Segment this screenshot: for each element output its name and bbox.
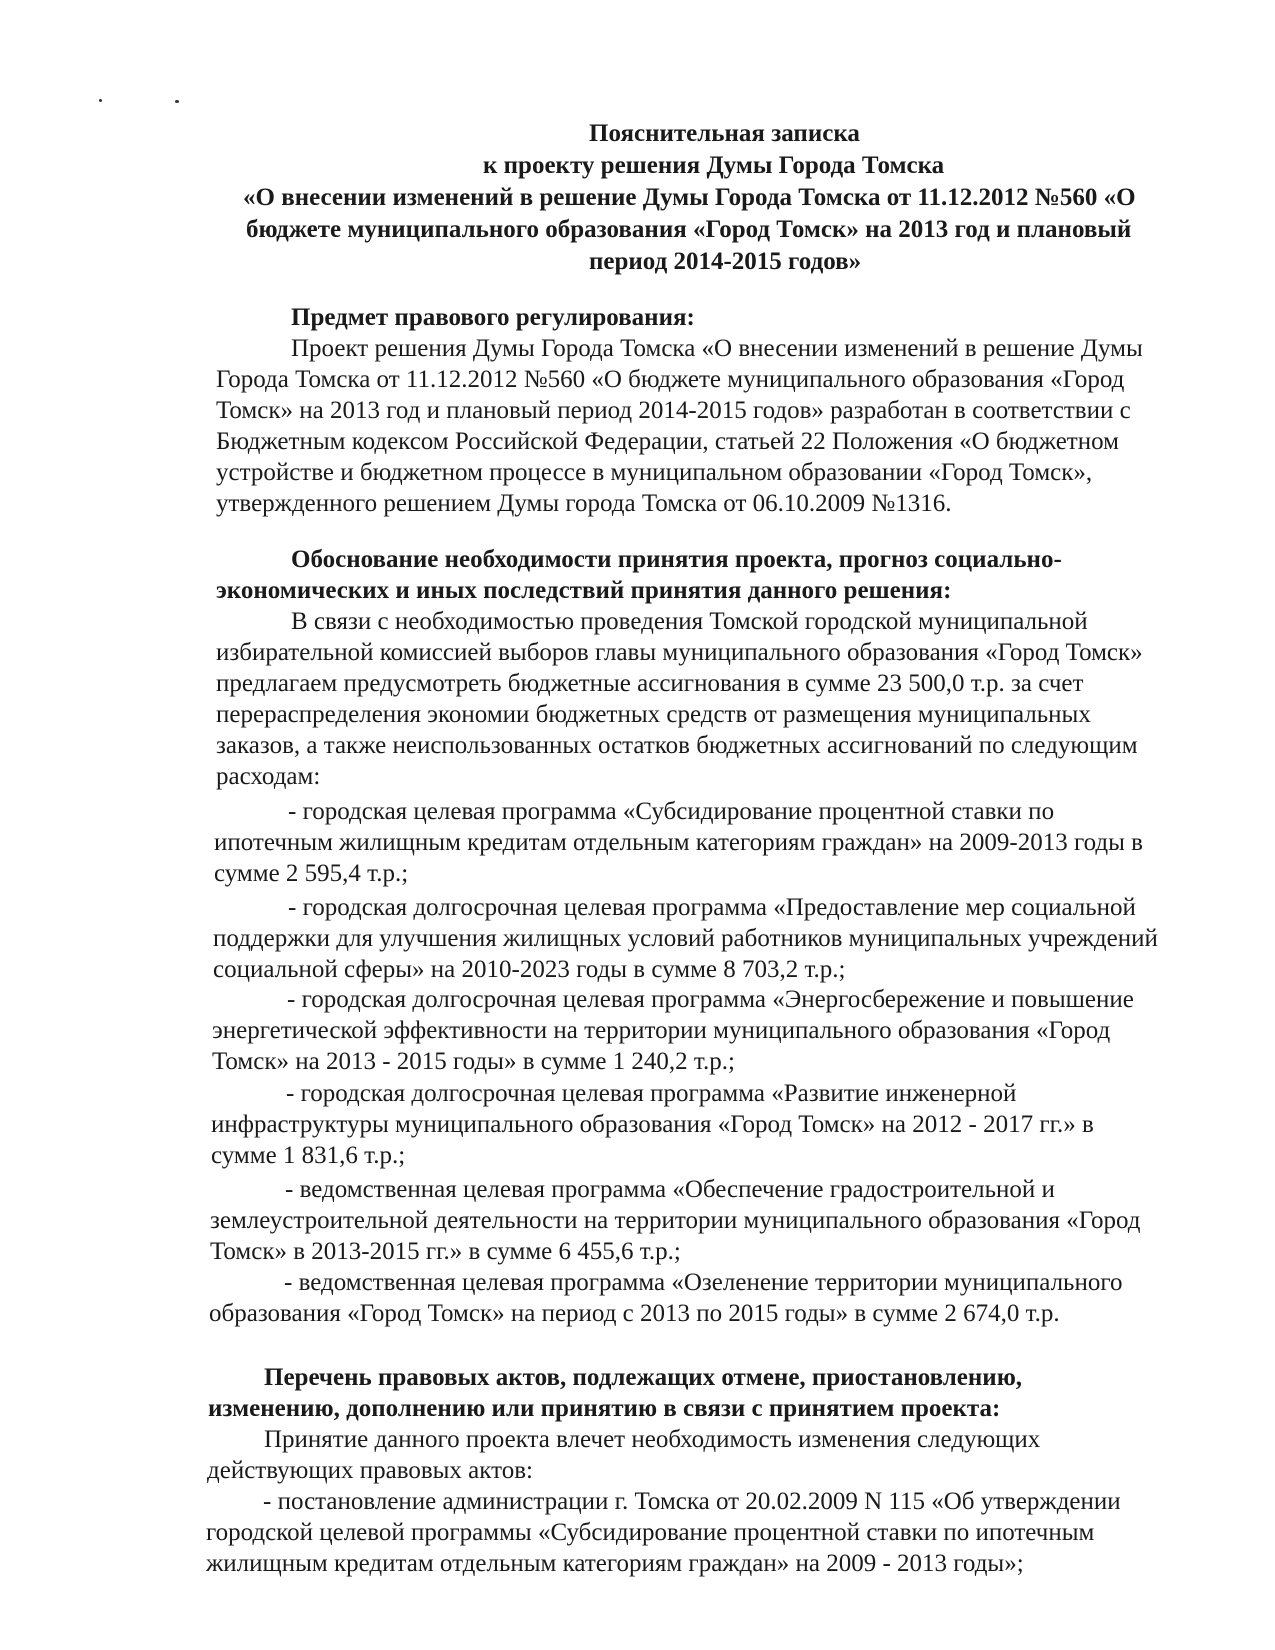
section-1-text: Бюджетным кодексом Российской Федерации, статьей 22 Положения «О бюджетном (216, 428, 1119, 455)
section-1-text: утвержденного решением Думы города Томска от 06.10.2009 №1316. (216, 490, 952, 517)
section-1-text: устройстве и бюджетном процессе в муниципальном образовании «Город Томск», (216, 459, 1093, 486)
title-line-4: бюджете муниципального образования «Город Томск» на 2013 год и плановый (246, 216, 1132, 243)
title-line-2: к проекту решения Думы Города Томска (483, 152, 945, 179)
section-2-text: расходам: (216, 763, 321, 790)
list-item: - городская долгосрочная целевая программа «Развитие инженерной (286, 1080, 1017, 1107)
list-item: - ведомственная целевая программа «Обеспечение градостроительной и (285, 1176, 1055, 1203)
section-3-heading: изменению, дополнению или принятию в связи с принятием проекта: (208, 1395, 1001, 1422)
section-1-text: Проект решения Думы Города Томска «О внесении изменений в решение Думы (291, 335, 1143, 362)
section-1-text: Томск» на 2013 год и плановый период 2014-2015 годов» разработан в соответствии с (216, 397, 1131, 424)
list-item: социальной сферы» на 2010-2023 годы в сумме 8 703,2 т.р.; (213, 956, 846, 983)
list-item: землеустроительной деятельности на территории муниципального образования «Город (210, 1207, 1141, 1234)
list-item: образования «Город Томск» на период с 2013 по 2015 годы» в сумме 2 674,0 т.р. (209, 1300, 1060, 1327)
scan-specks (95, 96, 185, 106)
section-3-text: жилищным кредитам отдельным категориям граждан» на 2009 - 2013 годы»; (206, 1550, 1024, 1577)
section-2-text: избирательной комиссией выборов главы муниципального образования «Город Томск» (216, 639, 1143, 666)
section-3-text: - постановление администрации г. Томска от 20.02.2009 N 115 «Об утверждении (263, 1488, 1121, 1515)
section-2-text: перераспределения экономии бюджетных средств от размещения муниципальных (216, 701, 1091, 728)
list-item: - ведомственная целевая программа «Озеленение территории муниципального (284, 1269, 1123, 1296)
section-3-text: действующих правовых актов: (207, 1457, 533, 1484)
list-item: сумме 1 831,6 т.р.; (211, 1142, 406, 1169)
title-line-3: «О внесении изменений в решение Думы Города Томска от 11.12.2012 №560 «О (243, 184, 1136, 211)
section-3-text: городской целевой программы «Субсидирование процентной ставки по ипотечным (206, 1519, 1095, 1546)
list-item: - городская целевая программа «Субсидирование процентной ставки по (288, 798, 1055, 825)
list-item: инфраструктуры муниципального образования «Город Томск» на 2012 - 2017 гг.» в (211, 1111, 1094, 1138)
list-item: Томск» на 2013 - 2015 годы» в сумме 1 240,2 т.р.; (212, 1048, 735, 1075)
section-1-heading: Предмет правового регулирования: (291, 304, 695, 331)
scan-speck (175, 100, 179, 103)
list-item: ипотечным жилищным кредитам отдельным категориям граждан» на 2009-2013 годы в (214, 829, 1143, 856)
section-2-heading: экономических и иных последствий принятия данного решения: (216, 577, 952, 604)
list-item: сумме 2 595,4 т.р.; (214, 860, 409, 887)
section-3-text: Принятие данного проекта влечет необходимость изменения следующих (264, 1426, 1041, 1453)
list-item: - городская долгосрочная целевая программа «Энергосбережение и повышение (287, 986, 1134, 1013)
list-item: поддержки для улучшения жилищных условий работников муниципальных учреждений (213, 925, 1158, 952)
section-3-heading: Перечень правовых актов, подлежащих отмене, приостановлению, (264, 1364, 1023, 1391)
scan-speck (99, 99, 102, 102)
title-line-1: Пояснительная записка (589, 120, 860, 147)
section-2-text: заказов, а также неиспользованных остатков бюджетных ассигнований по следующим (216, 732, 1138, 759)
list-item: энергетической эффективности на территории муниципального образования «Город (212, 1017, 1111, 1044)
section-1-text: Города Томска от 11.12.2012 №560 «О бюджете муниципального образования «Город (216, 366, 1125, 393)
list-item: Томск» в 2013-2015 гг.» в сумме 6 455,6 т.р.; (210, 1238, 681, 1265)
title-line-5: период 2014-2015 годов» (589, 248, 862, 275)
list-item: - городская долгосрочная целевая программа «Предоставление мер социальной (288, 894, 1136, 921)
section-2-text: предлагаем предусмотреть бюджетные ассигнования в сумме 23 500,0 т.р. за счет (216, 670, 1084, 697)
section-2-heading: Обоснование необходимости принятия проекта, прогноз социально- (291, 546, 1062, 573)
section-2-text: В связи с необходимостью проведения Томской городской муниципальной (291, 608, 1088, 635)
